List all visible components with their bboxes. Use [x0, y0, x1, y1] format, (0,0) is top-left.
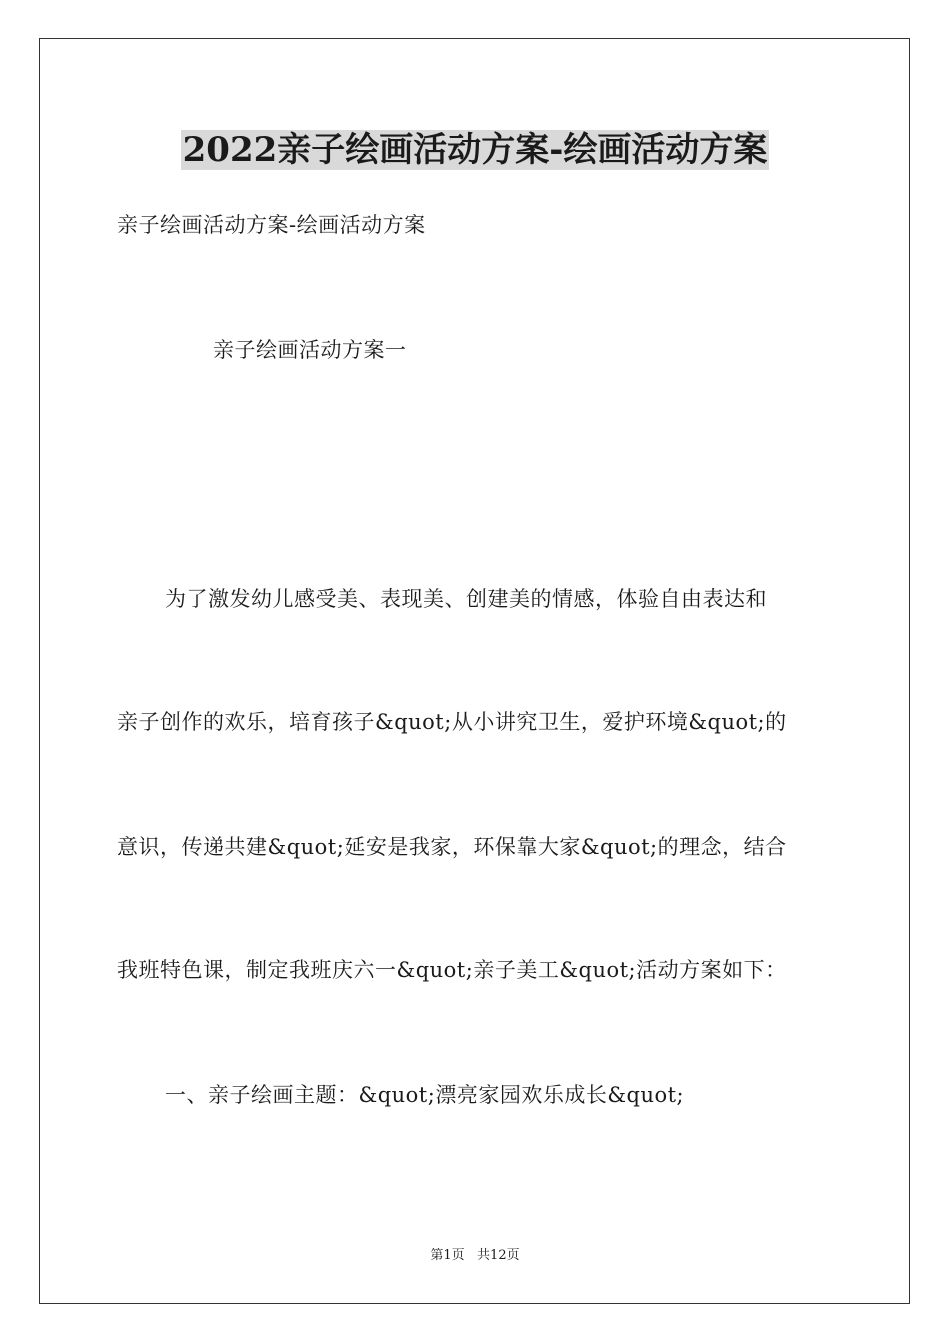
paragraph-line-1: 为了激发幼儿感受美、表现美、创建美的情感，体验自由表达和 [165, 587, 767, 611]
paragraph-line-2: 亲子创作的欢乐，培育孩子&quot;从小讲究卫生，爱护环境&quot;的 [117, 710, 787, 734]
document-subtitle: 亲子绘画活动方案-绘画活动方案 [117, 213, 426, 237]
paragraph-line-3: 意识，传递共建&quot;延安是我家，环保靠大家&quot;的理念，结合 [117, 835, 787, 859]
section-heading: 亲子绘画活动方案一 [213, 338, 407, 362]
paragraph-line-4: 我班特色课，制定我班庆六一&quot;亲子美工&quot;活动方案如下： [117, 958, 787, 982]
list-item-1: 一、亲子绘画主题：&quot;漂亮家园欢乐成长&quot; [165, 1083, 685, 1107]
document-title-text: 2022亲子绘画活动方案-绘画活动方案 [182, 130, 768, 170]
page-footer: 第1页 共12页 [430, 1248, 520, 1263]
document-title [0, 128, 950, 172]
